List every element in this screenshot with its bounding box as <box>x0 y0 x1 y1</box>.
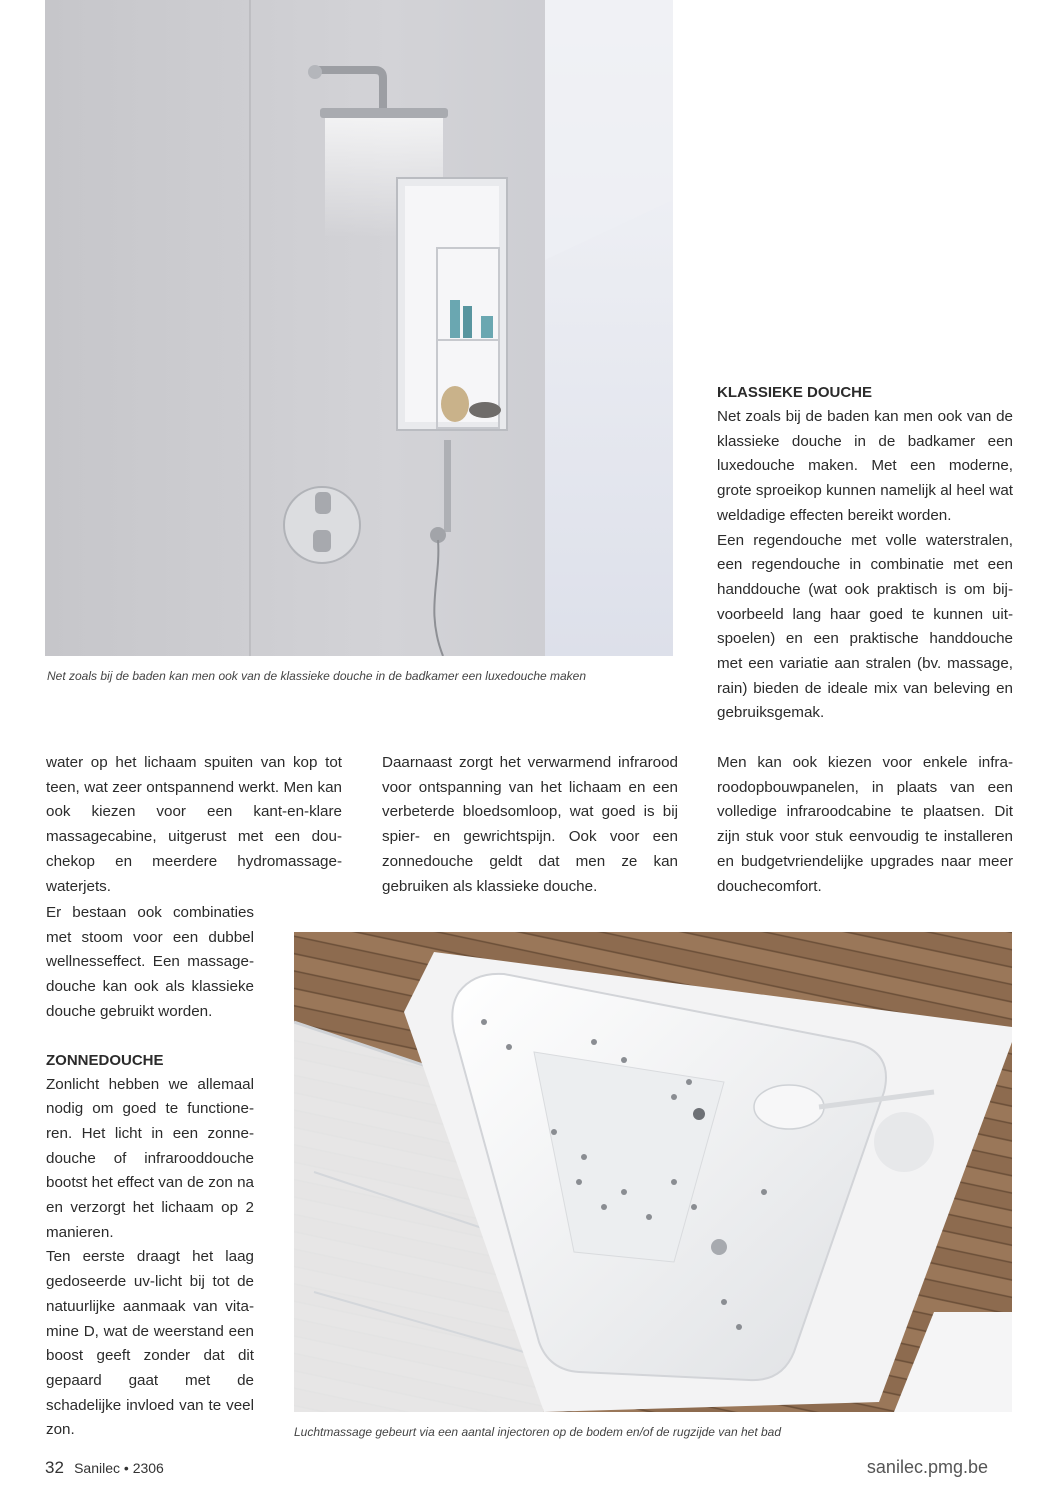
col2-paragraph-1: Daarnaast zorgt het verwarmend infrarood voor ontspanning van het lichaam en een verbeterde bloedsomloop, wat goed is bij spier- en gewrichtspijn. Ook voor een zonnedouche geldt dat men ze kan gebruiken als klassieke douche. <box>382 754 678 895</box>
page-number: 32 <box>45 1458 64 1477</box>
zonne-paragraph-2: Ten eerste draagt het laag gedoseerde uv-licht bij tot de natuurlijke aanmaak van vitamine D, wat de weerstand een boost geeft zonder dat dit gepaard gaat met de schadelijke invloed van te veel zon. <box>46 1248 254 1439</box>
bath-caption: Luchtmassage gebeurt via een aantal injectoren op de bodem en/of de rugzijde van het bad <box>294 1425 782 1439</box>
zonnedouche-heading: ZONNEDOUCHE <box>46 1051 164 1069</box>
bath-photo <box>294 932 1012 1412</box>
shower-illustration <box>45 0 673 656</box>
shower-caption: Net zoals bij de baden kan men ook van de klassieke douche in de badkamer een luxedouche maken <box>47 669 587 683</box>
footer-left <box>45 1458 164 1478</box>
zonne-paragraph-1: Zonlicht hebben we allemaal nodig om goed te functioneren. Het licht in een zonnedouche of infrarooddouche bootst het effect van de zon na en verzorgt het lichaam op 2 manieren. <box>46 1075 254 1241</box>
klassieke-paragraph-2: Een regendouche met volle waterstralen, een regendouche in combinatie met een handdouche (wat ook praktisch is om bijvoorbeeld lang haar goed te kunnen uitspoelen) en een praktische handdouche met een variatie aan stralen (bv. massage, rain) bieden de ideale mix van beleving en gebruiksgemak. <box>717 531 1013 722</box>
bath-illustration <box>294 932 1012 1412</box>
column-2-text <box>382 751 678 899</box>
column-1-narrow <box>46 901 254 1443</box>
klassieke-douche-section <box>717 381 1013 726</box>
col3-paragraph-1: Men kan ook kiezen voor enkele infraroodopbouwpanelen, in plaats van een volledige infraroodcabine te plaatsen. Dit zijn stuk voor stuk eenvoudig te installeren en budgetvriendelijke upgrades naar meer douchecomfort. <box>717 754 1013 895</box>
website-link[interactable]: sanilec.pmg.be <box>866 1457 988 1477</box>
magazine-issue: Sanilec • 2306 <box>74 1460 164 1476</box>
column-3-text <box>717 751 1013 899</box>
col1-paragraph-1: water op het lichaam spuiten van kop tot teen, wat zeer ontspannend werkt. Men kan ook kiezen voor een kant-en-klare massagecabine, uitgerust met een douchekop en meerdere hydromassagewaterjets. <box>46 754 342 895</box>
klassieke-paragraph-1: Net zoals bij de baden kan men ook van de klassieke douche in de badkamer een luxedouche maken. Met een moderne, grote sproeikop kunnen namelijk al heel wat weldadige effecten bereikt worden. <box>717 408 1013 524</box>
column-1-text <box>46 751 342 899</box>
col1-paragraph-2: Er bestaan ook combinaties met stoom voor een dubbel wellnesseffect. Een massagedouche kan ook als klassieke douche gebruikt worden. <box>46 904 254 1020</box>
shower-photo <box>45 0 673 656</box>
klassieke-douche-heading: KLASSIEKE DOUCHE <box>717 384 873 401</box>
